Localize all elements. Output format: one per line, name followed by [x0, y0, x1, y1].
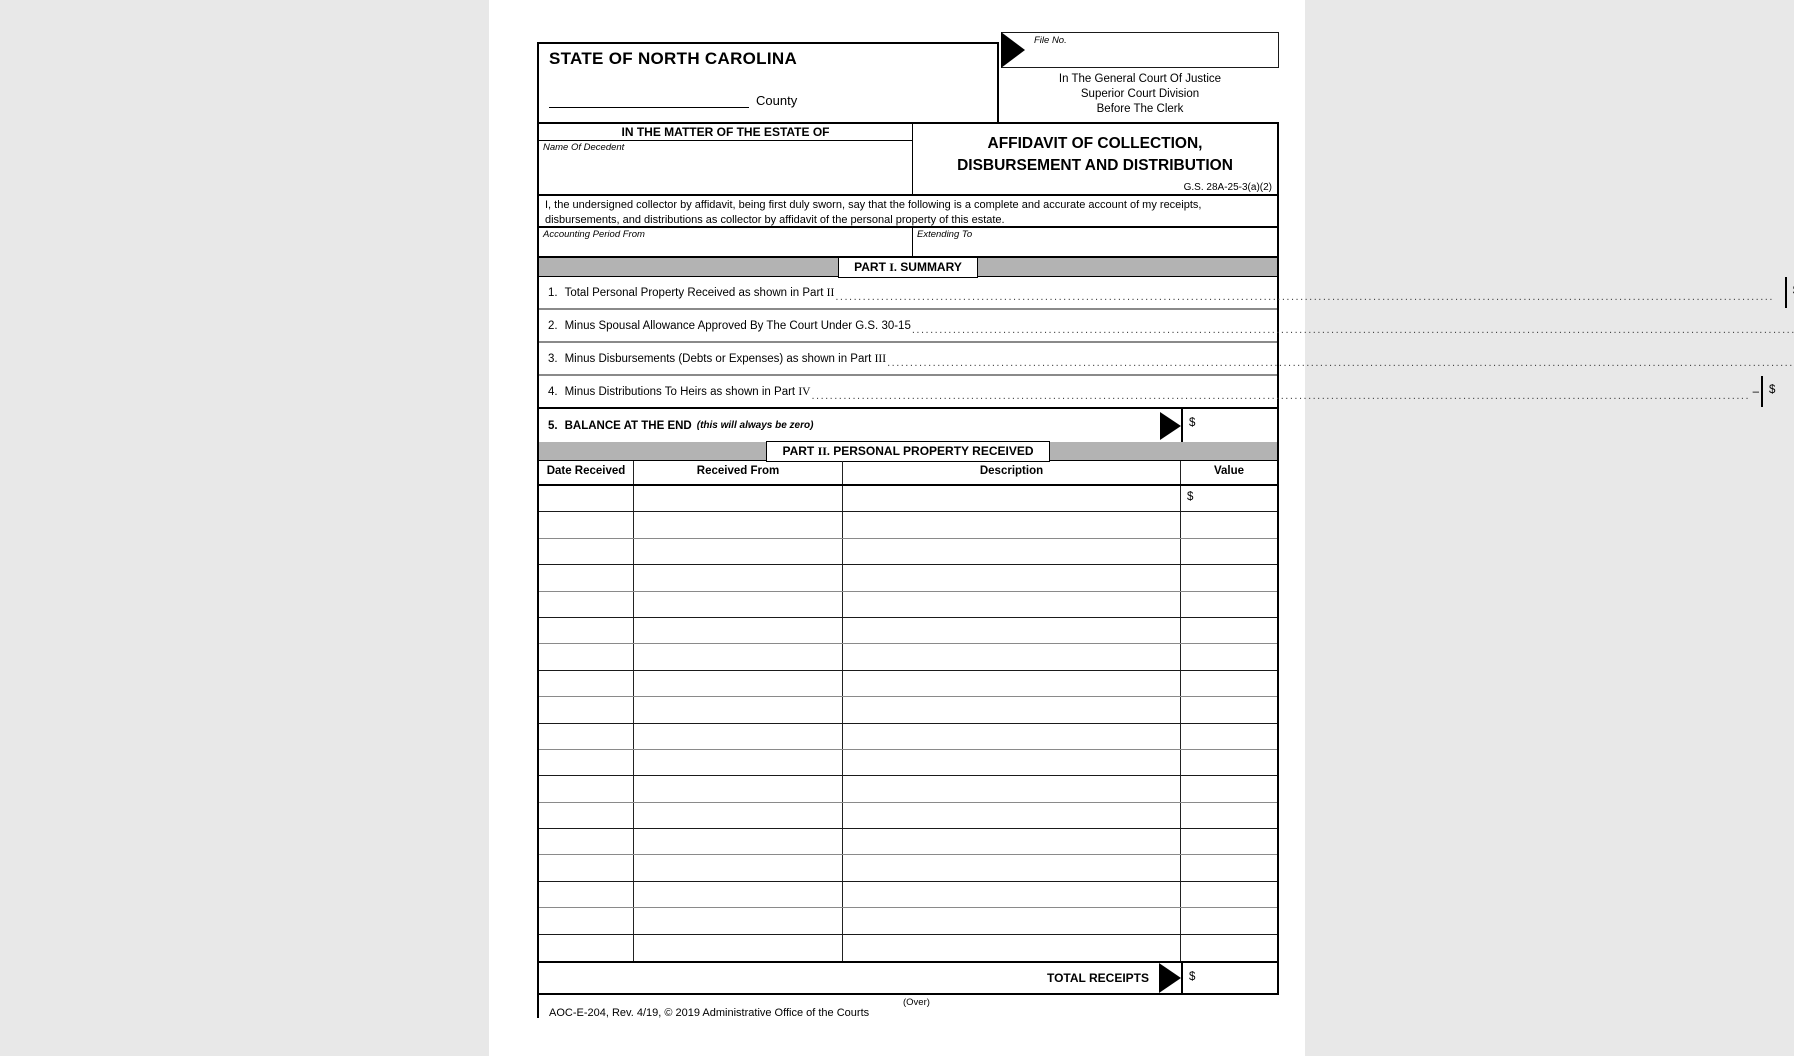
part1-title [838, 257, 978, 278]
header-right [1001, 30, 1279, 122]
dollar-sign: $ [1189, 417, 1196, 429]
total-receipts-row [539, 961, 1277, 993]
summary-row-4 [539, 376, 1776, 409]
total-receipts-left [539, 963, 1181, 993]
row-text: BALANCE AT THE END [564, 419, 692, 432]
cell-value [1181, 618, 1277, 643]
cell-date-received [539, 882, 634, 907]
summary-row-2 [539, 310, 1277, 343]
col-header-description: Description [843, 461, 1181, 484]
cell-date-received [539, 803, 634, 828]
cell-received-from [634, 750, 843, 775]
table-row [539, 724, 1277, 750]
cell-date-received [539, 935, 634, 961]
dollar-sign: $ [1769, 384, 1776, 396]
cell-received-from [634, 618, 843, 643]
cell-received-from [634, 486, 843, 511]
cell-received-from [634, 565, 843, 590]
table-row [539, 512, 1277, 538]
row-roman: III [874, 352, 887, 365]
minus-sign: – [1752, 385, 1760, 398]
cell-received-from [634, 935, 843, 961]
table-row [539, 829, 1277, 855]
row-text: Minus Disbursements (Debts or Expenses) as shown in Part [564, 352, 875, 365]
court-division-text [1001, 72, 1279, 117]
decedent-label: Name Of Decedent [543, 142, 625, 153]
page-footer [537, 995, 1279, 1035]
cell-received-from [634, 803, 843, 828]
cell-value [1181, 539, 1277, 564]
cell-date-received [539, 724, 634, 749]
cell-date-received [539, 539, 634, 564]
cell-received-from [634, 539, 843, 564]
summary-value-cell [1785, 277, 1794, 308]
balance-note: (this will always be zero) [696, 420, 814, 431]
cell-description [843, 512, 1181, 537]
part2-title-post: PERSONAL PROPERTY RECEIVED [829, 444, 1034, 458]
estate-heading: IN THE MATTER OF THE ESTATE OF [539, 124, 912, 141]
summary-row-5-label [539, 409, 1181, 442]
sworn-line-2: disbursements, and distributions as collector by affidavit of the personal property of this estate. [545, 213, 1005, 226]
sworn-statement [539, 196, 1277, 228]
summary-value-cell [1181, 409, 1277, 442]
cell-value [1181, 882, 1277, 907]
cell-description [843, 486, 1181, 511]
table-row [539, 618, 1277, 644]
part1-header-bar [539, 258, 1277, 277]
table-row [539, 935, 1277, 961]
summary-row-1 [539, 277, 1277, 310]
cell-received-from [634, 829, 843, 854]
row-roman: II [826, 286, 835, 299]
statute-ref: G.S. 28A-25-3(a)(2) [1183, 182, 1272, 193]
table-row [539, 882, 1277, 908]
footer-form-id: AOC-E-204, Rev. 4/19, © 2019 Administrative Office of the Courts [549, 1007, 870, 1020]
accounting-from-field [539, 228, 913, 256]
form-frame [537, 122, 1776, 995]
cell-description [843, 697, 1181, 722]
part2-table-body [539, 486, 1277, 961]
part1-title-post: SUMMARY [896, 260, 962, 274]
accounting-to-label: Extending To [917, 229, 973, 240]
table-row [539, 565, 1277, 591]
part2-header-bar [539, 442, 1277, 461]
form-title-line2: DISBURSEMENT AND DISTRIBUTION [957, 157, 1233, 174]
part2-table-header [539, 461, 1277, 486]
table-row [539, 486, 1277, 512]
table-row [539, 592, 1277, 618]
table-row [539, 776, 1277, 802]
cell-description [843, 592, 1181, 617]
form-title-cell [913, 124, 1277, 194]
form-page [489, 0, 1776, 1056]
cell-description [843, 935, 1181, 961]
summary-row-2-label [539, 310, 1794, 341]
court-line-3: Before The Clerk [1096, 103, 1184, 115]
cell-description [843, 776, 1181, 801]
file-no-box [1001, 32, 1279, 68]
row-number: 2. [548, 319, 558, 332]
accounting-to-field [913, 228, 1277, 256]
row-number: 3. [548, 352, 558, 365]
cell-value [1181, 512, 1277, 537]
cell-value [1181, 644, 1277, 669]
cell-date-received [539, 486, 634, 511]
dot-leader [835, 286, 1774, 308]
cell-value [1181, 671, 1277, 696]
over-label: (Over) [903, 997, 930, 1009]
cell-description [843, 539, 1181, 564]
cell-description [843, 724, 1181, 749]
cell-date-received [539, 592, 634, 617]
county-line [549, 93, 997, 108]
cell-date-received [539, 908, 634, 933]
part2-title [766, 441, 1049, 462]
cell-date-received [539, 776, 634, 801]
cell-received-from [634, 855, 843, 880]
row-roman: IV [798, 385, 811, 398]
cell-value [1181, 803, 1277, 828]
dot-leader [887, 352, 1794, 374]
total-receipts-label: TOTAL RECEIPTS [1046, 971, 1149, 986]
summary-row-5 [539, 409, 1277, 442]
dot-leader [811, 385, 1750, 407]
state-title: STATE OF NORTH CAROLINA [549, 49, 798, 68]
county-input-blank [549, 94, 749, 108]
cell-received-from [634, 908, 843, 933]
row-text: Minus Distributions To Heirs as shown in Part [564, 385, 799, 398]
cell-received-from [634, 512, 843, 537]
cell-description [843, 908, 1181, 933]
cell-description [843, 882, 1181, 907]
court-line-2: Superior Court Division [1080, 88, 1200, 100]
page-header [537, 30, 1279, 122]
cell-description [843, 829, 1181, 854]
table-row [539, 671, 1277, 697]
summary-row-4-label [539, 376, 1761, 407]
table-row [539, 697, 1277, 723]
county-label: County [756, 93, 798, 108]
cell-description [843, 644, 1181, 669]
table-row [539, 803, 1277, 829]
cell-value [1181, 908, 1277, 933]
cell-value [1181, 829, 1277, 854]
col-header-date-received: Date Received [539, 461, 634, 484]
table-row [539, 539, 1277, 565]
total-arrow-icon [1159, 963, 1181, 993]
cell-received-from [634, 776, 843, 801]
cell-value [1181, 855, 1277, 880]
part2-title-pre: PART [782, 444, 818, 458]
cell-value [1181, 724, 1277, 749]
cell-description [843, 671, 1181, 696]
cell-description [843, 803, 1181, 828]
table-row [539, 908, 1277, 934]
form-content [537, 30, 1776, 1035]
part1-summary [539, 277, 1776, 442]
cell-date-received [539, 855, 634, 880]
file-no-label: File No. [1034, 35, 1067, 46]
accounting-period-row [539, 228, 1277, 258]
balance-arrow-icon [1160, 412, 1181, 440]
state-box [537, 42, 999, 122]
cell-received-from [634, 882, 843, 907]
cell-date-received [539, 565, 634, 590]
cell-value [1181, 935, 1277, 961]
table-row [539, 750, 1277, 776]
part1-title-pre: PART [854, 260, 890, 274]
cell-description [843, 618, 1181, 643]
cell-received-from [634, 671, 843, 696]
cell-date-received [539, 644, 634, 669]
cell-value [1181, 565, 1277, 590]
cell-received-from [634, 592, 843, 617]
part1-title-roman: I. [889, 259, 897, 274]
col-header-value: Value [1213, 465, 1245, 477]
table-row [539, 855, 1277, 881]
row-number: 4. [548, 385, 558, 398]
cell-description [843, 750, 1181, 775]
table-row [539, 644, 1277, 670]
row-text: Total Personal Property Received as shown in Part [564, 286, 827, 299]
cell-received-from [634, 697, 843, 722]
cell-value [1181, 776, 1277, 801]
accounting-from-label: Accounting Period From [543, 229, 645, 240]
cell-value [1181, 750, 1277, 775]
left-border-fragment [537, 995, 539, 1018]
dot-leader [912, 319, 1794, 341]
cell-date-received [539, 671, 634, 696]
cell-date-received [539, 512, 634, 537]
estate-cell [539, 124, 913, 194]
summary-row-1-label [539, 277, 1785, 308]
cell-date-received [539, 750, 634, 775]
cell-description [843, 855, 1181, 880]
part2-title-roman: II. [817, 443, 830, 458]
row-number: 5. [548, 419, 558, 432]
total-value-cell [1181, 963, 1277, 993]
cell-date-received [539, 618, 634, 643]
cell-received-from [634, 724, 843, 749]
cell-date-received [539, 697, 634, 722]
sworn-line-1: I, the undersigned collector by affidavit, being first duly sworn, say that the following is a complete and accurate account of my receipts, [545, 199, 1202, 211]
cell-received-from [634, 644, 843, 669]
estate-title-row [539, 124, 1277, 196]
file-no-arrow-icon [1001, 32, 1025, 68]
cell-value: $ [1187, 491, 1194, 503]
cell-date-received [539, 829, 634, 854]
summary-value-cell [1761, 376, 1794, 407]
cell-value [1181, 697, 1277, 722]
row-number: 1. [548, 286, 558, 299]
col-header-received-from: Received From [634, 461, 843, 484]
row-text: Minus Spousal Allowance Approved By The Court Under G.S. 30-15 [564, 319, 911, 332]
dollar-sign: $ [1189, 971, 1196, 984]
summary-row-3-label [539, 343, 1794, 374]
form-title-line1: AFFIDAVIT OF COLLECTION, [987, 135, 1203, 152]
cell-description [843, 565, 1181, 590]
form-title [913, 133, 1277, 177]
cell-value [1181, 592, 1277, 617]
court-line-1: In The General Court Of Justice [1058, 73, 1222, 85]
summary-row-3 [539, 343, 1277, 376]
